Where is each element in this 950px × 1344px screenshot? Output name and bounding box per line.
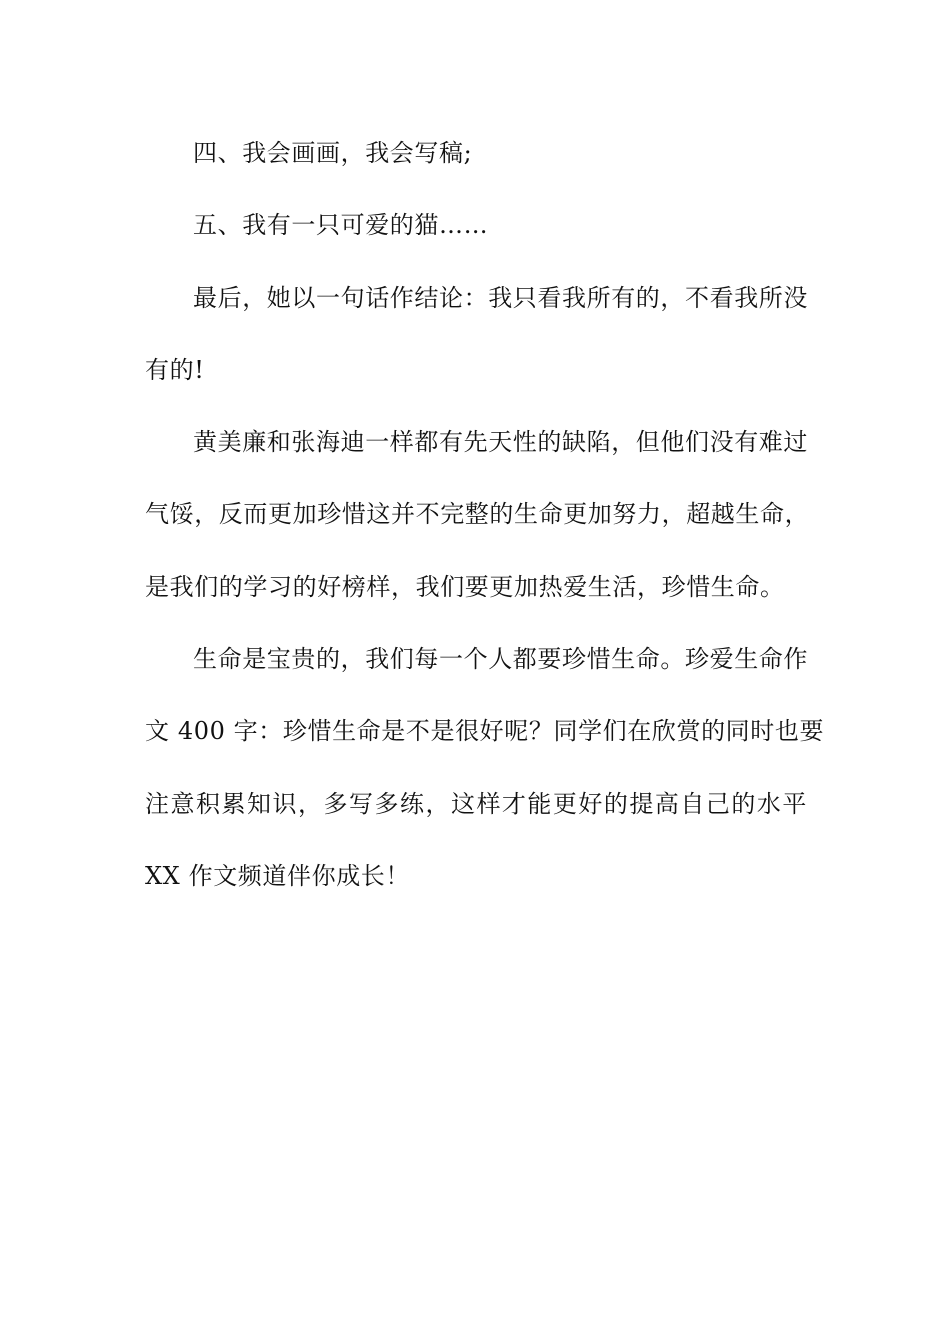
body-text [145, 128, 825, 923]
paragraph-example-line-3: 是我们的学习的好榜样，我们要更加热爱生活，珍惜生命。 [145, 572, 785, 601]
paragraph-closing-line-2: 文 400 字：珍惜生命是不是很好呢？同学们在欣赏的同时也要 [145, 717, 825, 746]
list-item-4: 四、我会画画，我会写稿; [193, 139, 473, 167]
paragraph-closing-line-4: XX 作文频道伴你成长！ [145, 861, 410, 890]
paragraph-closing-line-1: 生命是宝贵的，我们每一个人都要珍惜生命。珍爱生命作 [193, 645, 808, 674]
list-item-5: 五、我有一只可爱的猫…… [193, 211, 489, 240]
paragraph-conclusion-line-1: 最后，她以一句话作结论：我只看我所有的，不看我所没 [193, 283, 808, 312]
paragraph-closing-line-3: 注意积累知识，多写多练，这样才能更好的提高自己的水平 [145, 789, 807, 818]
paragraph-example-line-1: 黄美廉和张海迪一样都有先天性的缺陷，但他们没有难过 [193, 428, 808, 457]
paragraph-example-line-2: 气馁，反而更加珍惜这并不完整的生命更加努力，超越生命， [145, 500, 810, 529]
paragraph-conclusion-line-2: 有的! [145, 355, 205, 384]
